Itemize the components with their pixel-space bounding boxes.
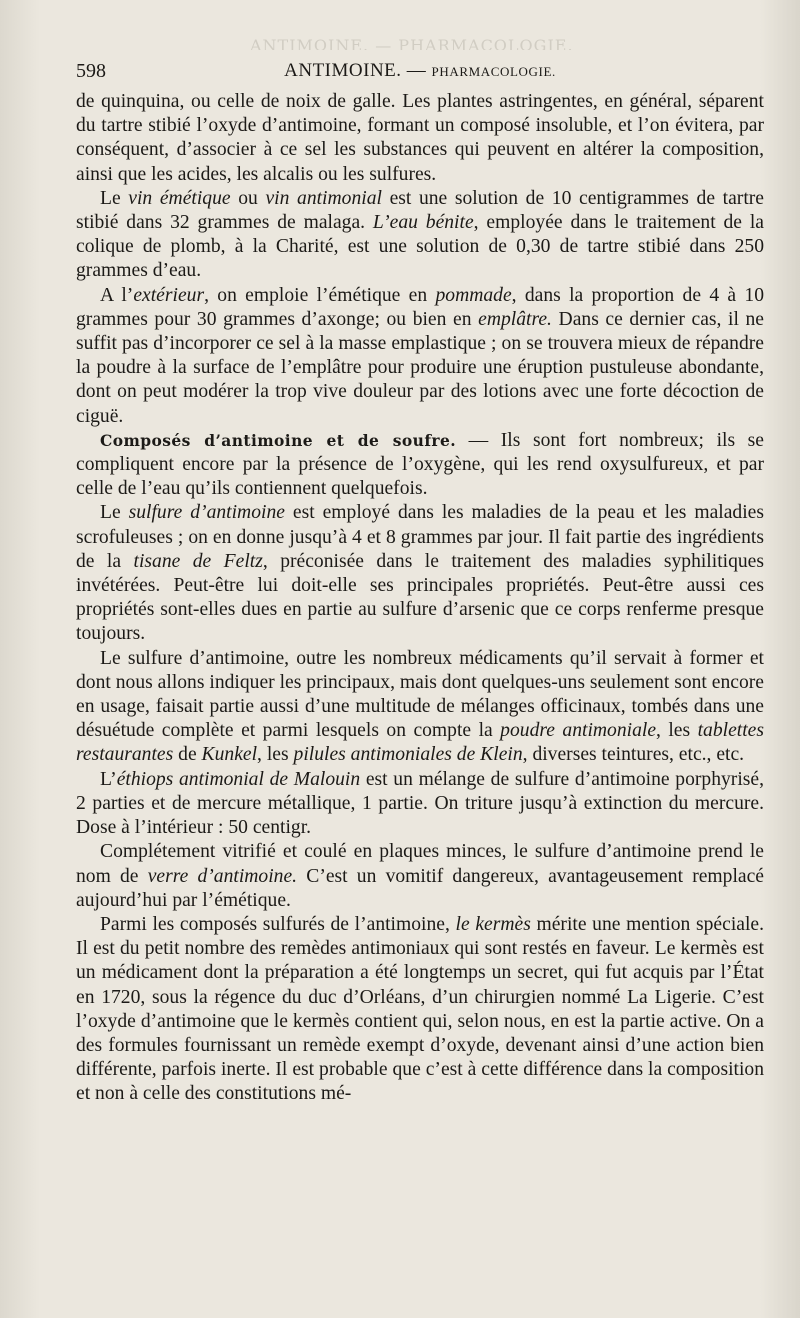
paragraph — [76, 90, 764, 187]
text-run: , les — [257, 744, 294, 766]
italic-term: sulfure d’antimoine — [128, 502, 285, 524]
text-run: Dans ce dernier cas, il ne suffit pas d’incorporer ce sel à la masse emplastique ; on se trouvera mieux de répandre la poudre à la surface de l’emplâtre pour produire une éruption pustuleuse abondante, dont on peut modérer la trop vive douleur par des lotions avec une forte décoction de ciguë. — [76, 308, 764, 427]
chapter-title: ANTIMOINE. — [284, 60, 402, 81]
running-header — [76, 56, 764, 90]
italic-term: vin émétique — [128, 187, 231, 209]
paragraph — [76, 284, 764, 429]
text-run: est une solution de 10 centigrammes de tartre stibié dans 32 grammes de malaga. — [76, 187, 764, 234]
text-run: est un mélange de sulfure d’antimoine porphyrisé, 2 parties et de mercure métallique, 1 partie. On triture jusqu’à extinction du mercure. Dose à l’intérieur : 50 centigr. — [76, 768, 764, 839]
italic-term: verre d’antimoine. — [147, 865, 298, 887]
italic-term: le kermès — [455, 913, 531, 935]
text-run: , employée dans le traitement de la colique de plomb, à la Charité, est une solution de 0,30 de tartre stibié dans 250 grammes d’eau. — [76, 212, 765, 282]
paragraph — [76, 913, 764, 1107]
text-run: Le sulfure d’antimoine, outre les nombreux médicaments qu’il servait à former et dont nous allons indiquer les principaux, mais dont quelques-uns seulement sont encore en usage, faisait partie aussi d’une multitude de mélanges officinaux, tombés dans une désuétude complète et parmi lesquels on compte la — [76, 647, 764, 742]
text-run: , diverses teintures, etc., etc. — [522, 744, 745, 766]
text-run: A l’ — [100, 284, 134, 306]
paragraph — [76, 429, 764, 502]
text-run: L’ — [100, 768, 117, 790]
italic-term: tablettes restaurantes — [76, 720, 764, 766]
running-title — [76, 60, 764, 82]
paragraph — [76, 187, 764, 284]
text-run: ou — [230, 187, 266, 209]
text-run: , dans la proportion de 4 à 10 grammes pour 30 grammes d’axonge; ou bien en — [76, 284, 765, 330]
italic-term: extérieur — [133, 284, 205, 306]
bleed-through-text: ANTIMOINE. — PHARMACOLOGIE. — [250, 36, 574, 50]
italic-term: Kunkel — [201, 744, 258, 766]
text-run: mérite une mention spéciale. Il est du petit nombre des remèdes antimoniaux qui sont restés en faveur. Le kermès est un médicament dont la préparation a été longtemps un secret, qui fut acquis par l’État en 1720, sous la régence du duc d’Orléans, d’un chirurgien nommé La Ligerie. C’est l’oxyde d’antimoine que le kermès contient qui, selon nous, en est la partie active. On a des formules fournissant un remède exempt d’oxyde, devenant ainsi d’une action bien différente, parfois inerte. Il est probable que c’est à cette différence dans la composition et non à celle des constitutions mé- — [76, 913, 764, 1105]
text-run: Parmi les composés sulfurés de l’antimoine, — [100, 913, 456, 935]
italic-term: tisane de Feltz — [133, 550, 263, 572]
italic-term: pommade — [435, 284, 512, 306]
text-run: Complétement vitrifié et coulé en plaques minces, le sulfure d’antimoine prend le nom de — [76, 841, 764, 887]
text-run: est employé dans les maladies de la peau et les maladies scrofuleuses ; on en donne jusqu’à 4 et 8 grammes par jour. Il fait partie des ingrédients de la — [76, 502, 764, 572]
text-run: — Ils sont fort nombreux; ils se compliquent encore par la présence de l’oxygène, qui les rend oxysulfureux, et par celle de l’eau qu’ils contiennent quelquefois. — [76, 429, 765, 500]
paragraph — [76, 647, 764, 768]
section-subtitle: PHARMACOLOGIE. — [431, 64, 556, 79]
italic-term: poudre antimoniale — [500, 720, 657, 742]
text-run: C’est un vomitif dangereux, avantageusement remplacé aujourd’hui par l’émétique. — [76, 865, 764, 911]
text-run: de quinquina, ou celle de noix de galle. Les plantes astringentes, en général, séparent du tartre stibié l’oxyde d’antimoine, formant un composé insoluble, et l’on évitera, par conséquent, d’associer à ce sel les substances qui peuvent en altérer la composition, ainsi que les acides, les alcalis ou les sulfures. — [76, 91, 764, 185]
body-text — [76, 90, 764, 1107]
page-number: 598 — [76, 60, 106, 82]
text-run: , les — [656, 720, 698, 742]
text-run: de — [173, 744, 202, 766]
text-run: Le — [100, 187, 129, 209]
italic-term: emplâtre. — [478, 308, 552, 330]
section-heading: Composés d’antimoine et de soufre. — [100, 430, 457, 450]
italic-term: éthiops antimonial de Malouin — [116, 768, 361, 790]
paragraph — [76, 840, 764, 913]
paragraph — [76, 501, 764, 646]
title-separator: — — [406, 60, 427, 81]
text-run: , préconisée dans le traitement des maladies syphilitiques invétérées. Peut-être lui doit-elle ses principales propriétés. Peut-être aussi ces propriétés sont-elles dues en partie au sulfure d’arsenic que ce corps renferme presque toujours. — [76, 550, 764, 645]
italic-term: L’eau bénite — [372, 212, 474, 234]
text-run: , on emploie l’émétique en — [204, 284, 436, 306]
italic-term: vin antimonial — [265, 187, 382, 209]
italic-term: pilules antimoniales de Klein — [293, 744, 523, 766]
paragraph — [76, 768, 764, 841]
text-run: Le — [100, 502, 129, 524]
